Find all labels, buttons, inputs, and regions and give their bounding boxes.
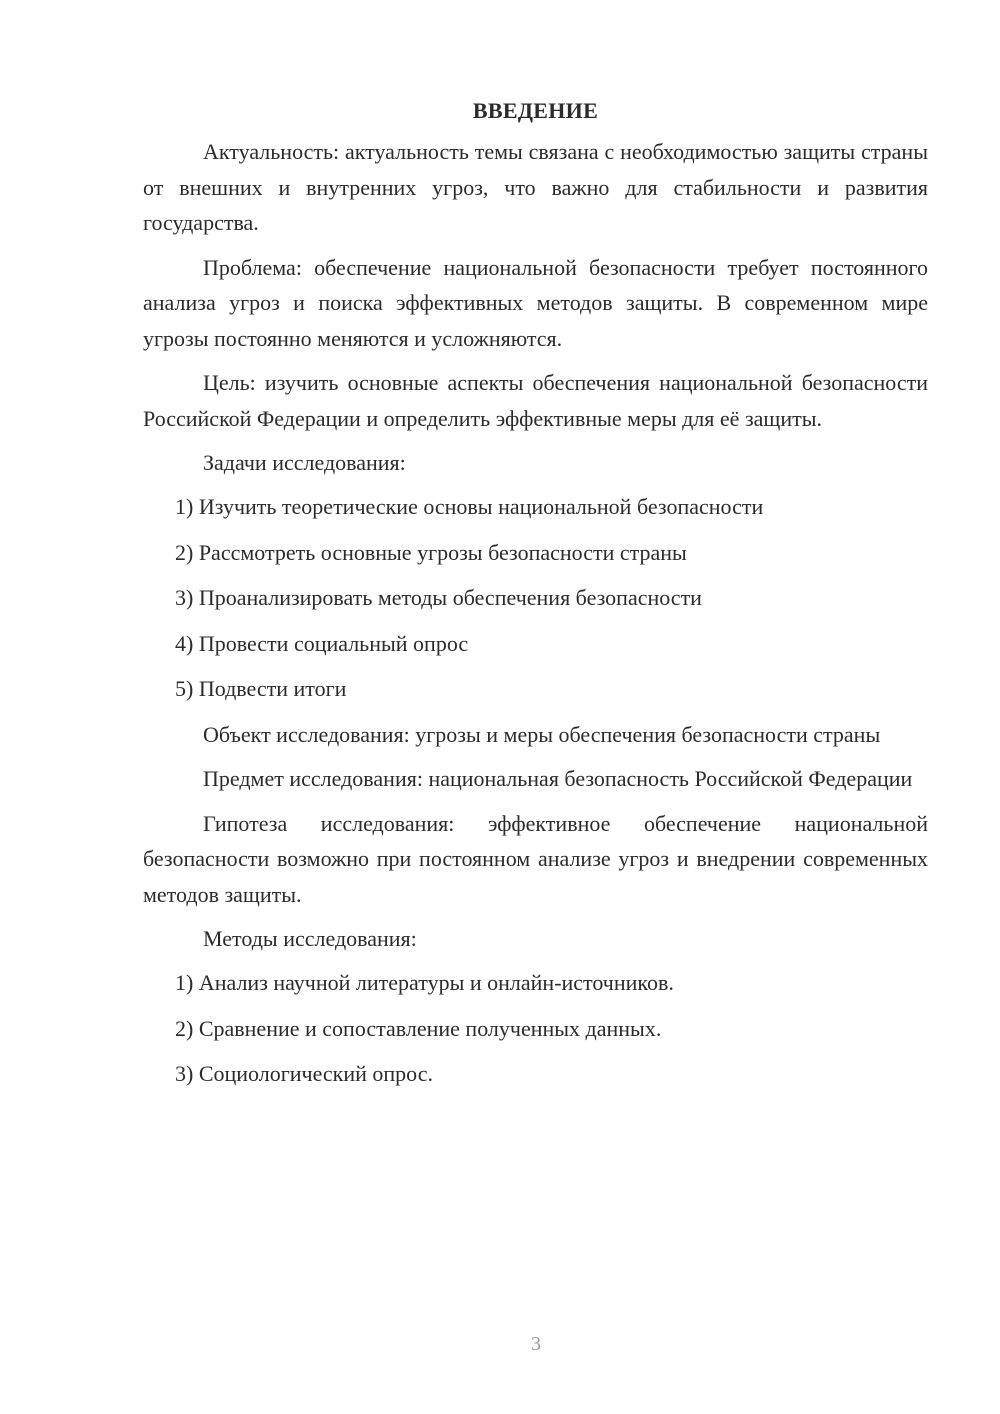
problem-paragraph: Проблема: обеспечение национальной безопасности требует постоянного анализа угроз и поиска эффективных методов защиты. В современном мире угрозы постоянно меняются и усложняются. xyxy=(143,254,928,351)
document-body xyxy=(143,96,928,1102)
tasks-list xyxy=(143,489,928,706)
task-item: 2) Рассмотреть основные угрозы безопасности страны xyxy=(175,539,687,565)
tasks-heading: Задачи исследования: xyxy=(203,450,406,475)
task-item: 5) Подвести итоги xyxy=(175,676,347,701)
method-item: 3) Социологический опрос. xyxy=(175,1061,433,1086)
subject-paragraph: Предмет исследования: национальная безопасность Российской Федерации xyxy=(203,766,913,791)
section-title: ВВЕДЕНИЕ xyxy=(472,98,599,123)
relevance-paragraph: Актуальность: актуальность темы связана с необходимостью защиты страны от внешних и внутренних угроз, что важно для стабильности и развития государства. xyxy=(143,139,928,235)
methods-heading: Методы исследования: xyxy=(203,926,417,951)
methods-list xyxy=(143,965,928,1091)
task-item: 4) Провести социальный опрос xyxy=(175,630,469,656)
goal-paragraph: Цель: изучить основные аспекты обеспечения национальной безопасности Российской Федерации и определить эффективные меры для её защиты. xyxy=(143,370,928,431)
task-item: 1) Изучить теоретические основы национальной безопасности xyxy=(175,494,764,519)
method-item: 1) Анализ научной литературы и онлайн-источников. xyxy=(175,970,674,995)
page-number: 3 xyxy=(531,1333,541,1355)
object-paragraph: Объект исследования: угрозы и меры обеспечения безопасности страны xyxy=(203,721,881,747)
method-item: 2) Сравнение и сопоставление полученных данных. xyxy=(175,1015,662,1041)
task-item: 3) Проанализировать методы обеспечения безопасности xyxy=(175,585,702,610)
hypothesis-paragraph: Гипотеза исследования: эффективное обеспечение национальной безопасности возможно при постоянном анализе угроз и внедрении современных методов защиты. xyxy=(143,810,928,907)
